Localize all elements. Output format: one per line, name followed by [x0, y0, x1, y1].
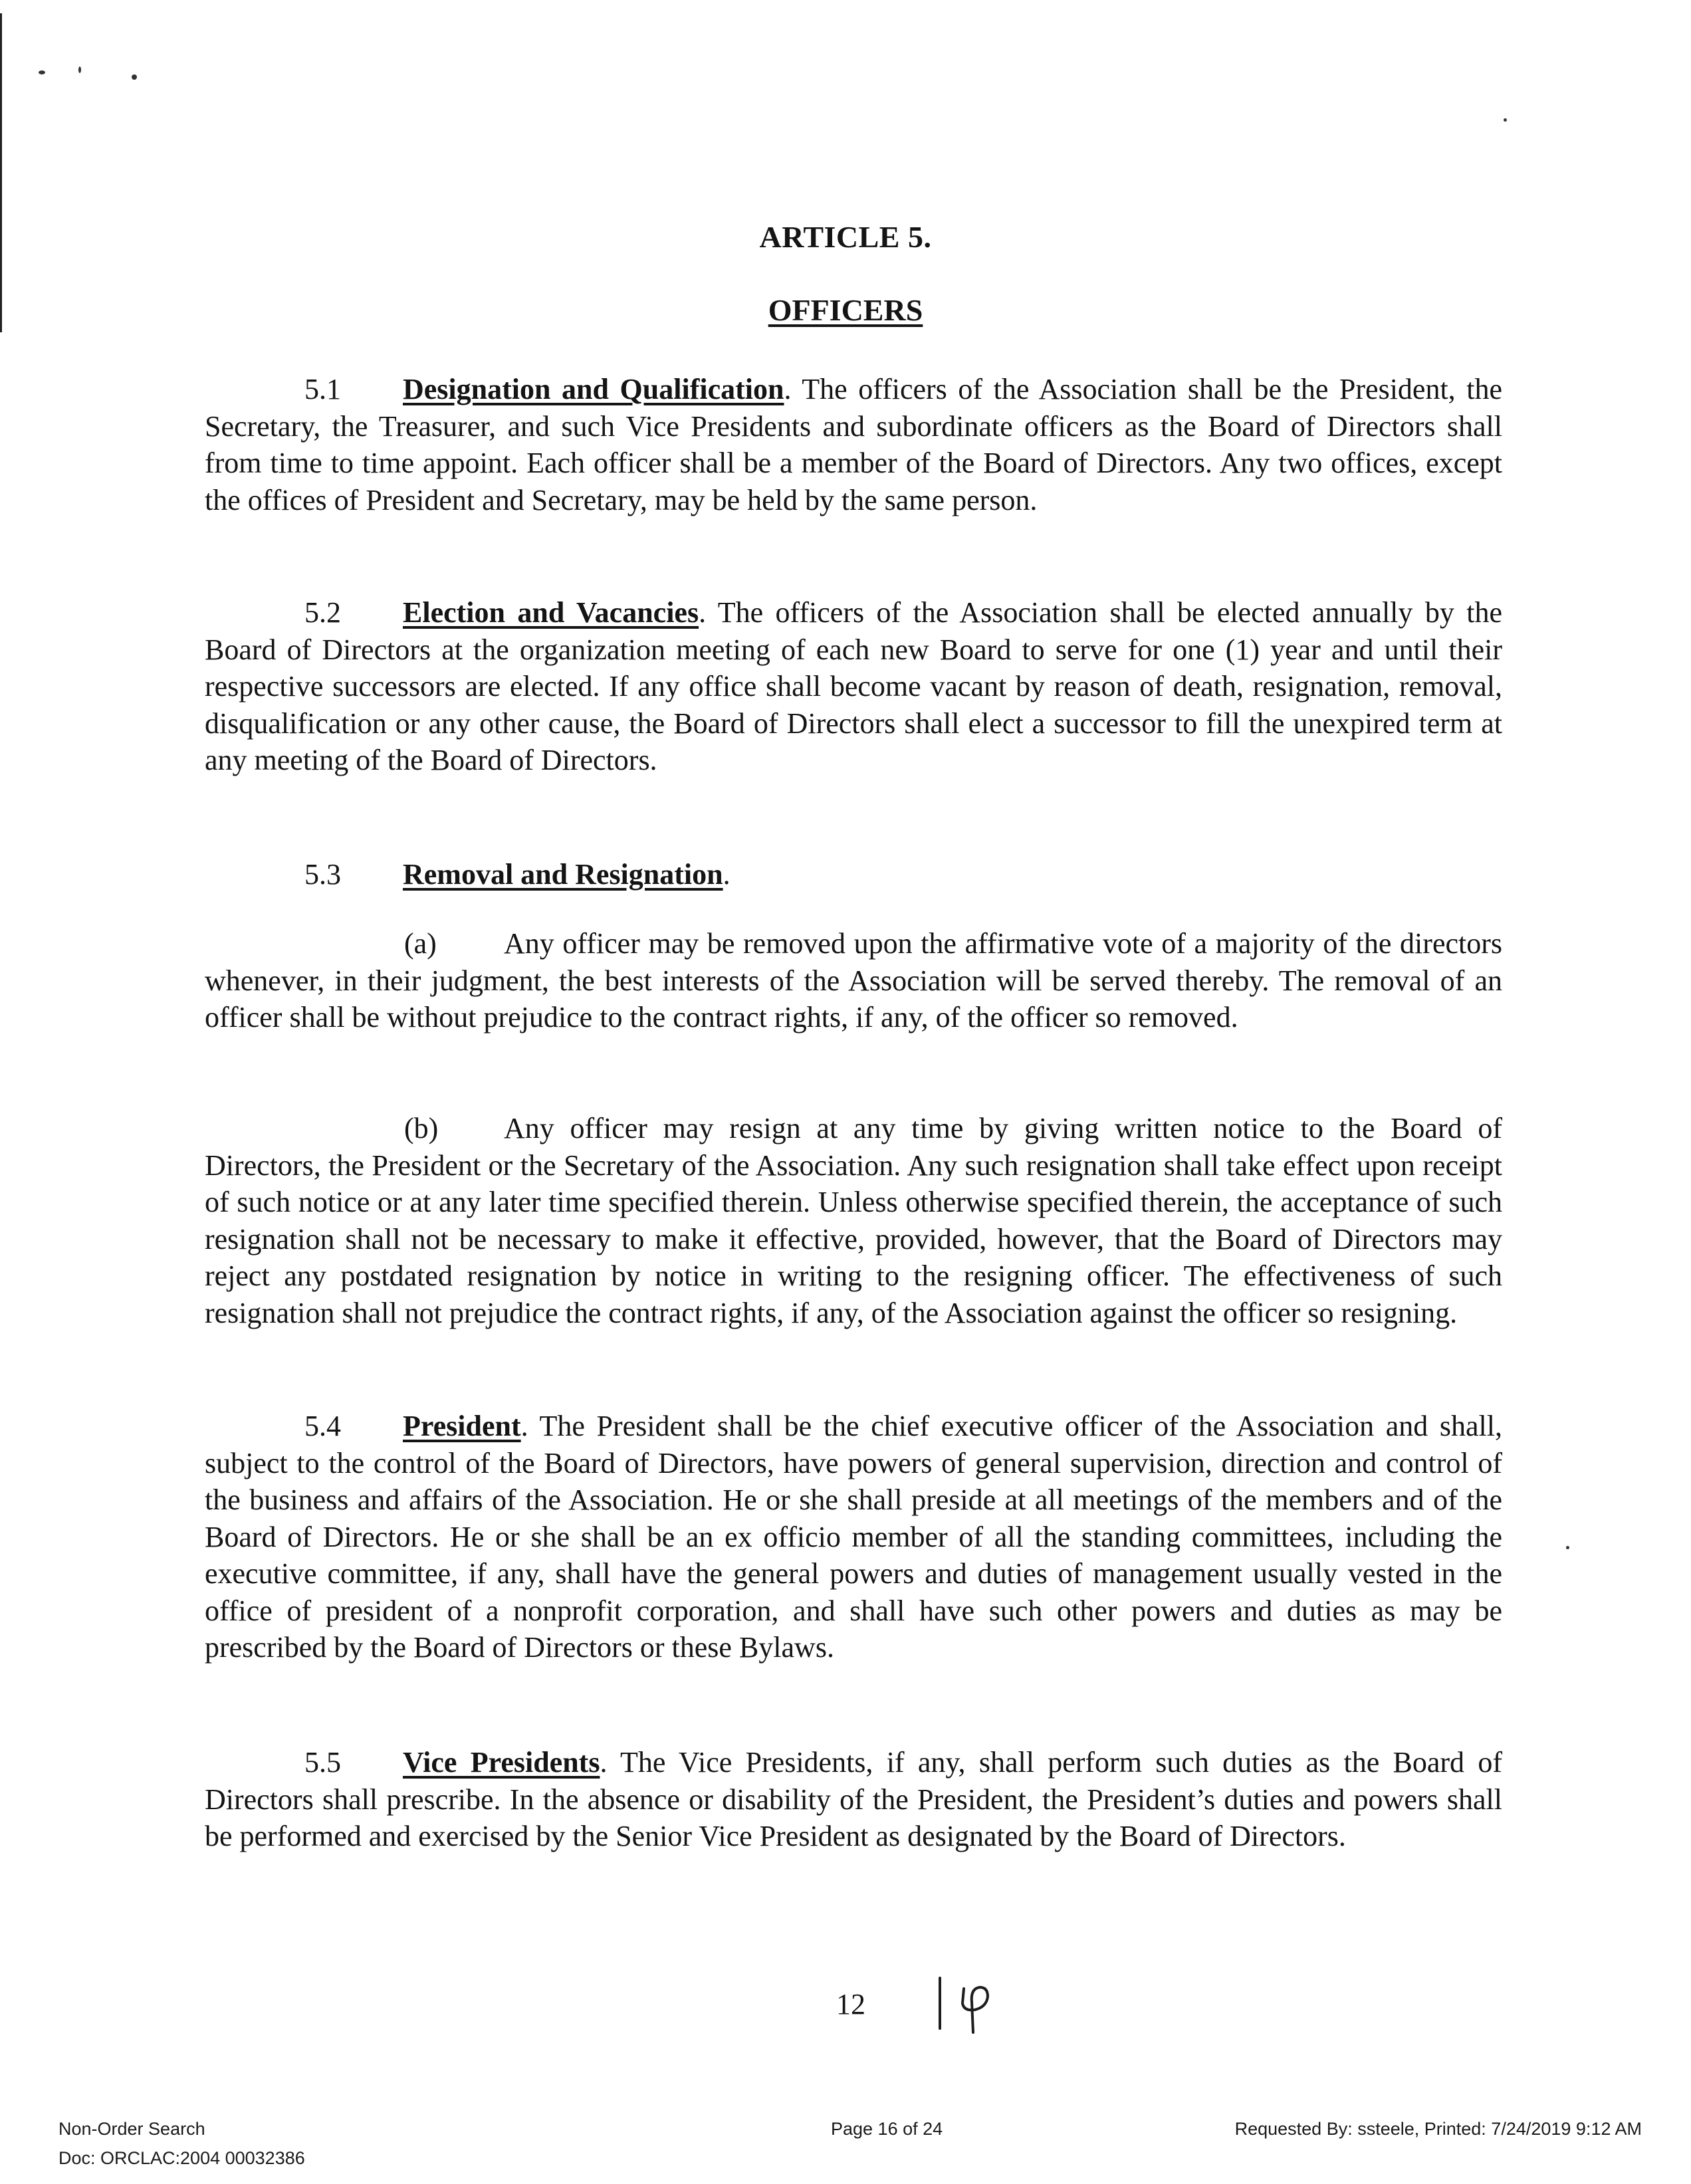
- section-text: . The President shall be the chief executive officer of the Association and shall, subject to the control of the Board of Directors, have powers of general supervision, direction and control of the business and affairs of the Association. He or she shall preside at all meetings of the members and of the Board of Directors. He or she shall be an ex officio member of all the standing committees, including the executive committee, if any, shall have the general powers and duties of management usually vested in the office of president of a nonprofit corporation, and shall have such other powers and duties as may be prescribed by the Board of Directors or these Bylaws.: [205, 1410, 1502, 1664]
- subsection-label: (a): [404, 927, 437, 960]
- scan-speck: [39, 70, 45, 74]
- footer-doc-id: Doc: ORCLAC:2004 00032386: [58, 2148, 305, 2168]
- section-caption: President: [403, 1410, 521, 1442]
- subsection-b: [205, 1110, 1502, 1331]
- subsection-text: Any officer may be removed upon the affirmative vote of a majority of the directors whenever, in their judgment, the best interests of the Association will be served thereby. The removal of an officer shall be without prejudice to the contract rights, if any, of the officer so removed.: [205, 927, 1502, 1034]
- article-title: ARTICLE 5.: [759, 220, 932, 254]
- subsection-label: (b): [404, 1112, 439, 1145]
- section-text: . The officers of the Association shall be elected annually by the Board of Directors at the organization meeting of each new Board to serve for one (1) year and until their respective successors are elected. If any office shall become vacant by reason of death, resignation, removal, disqualification or any other cause, the Board of Directors shall elect a successor to fill the unexpired term at any meeting of the Board of Directors.: [205, 596, 1502, 776]
- subsection-a: [205, 925, 1502, 1036]
- section-caption: Election and Vacancies: [403, 596, 699, 629]
- section-number: 5.1: [304, 373, 341, 405]
- section-number: 5.2: [304, 596, 341, 629]
- article-subject: OFFICERS: [768, 293, 923, 327]
- scan-speck: [1566, 1546, 1569, 1549]
- subsection-text: Any officer may resign at any time by giving written notice to the Board of Directors, the President or the Secretary of the Association. Any such resignation shall take effect upon receipt of such notice or at any later time specified therein. Unless otherwise specified therein, the acceptance of such resignation shall not be necessary to make it effective, provided, however, that the Board of Directors may reject any postdated resignation by notice in writing to the resigning officer. The effectiveness of such resignation shall not prejudice the contract rights, if any, of the Association against the officer so resigning.: [205, 1112, 1502, 1329]
- page-number: 12: [836, 1988, 865, 2020]
- footer-requested-by: Requested By: ssteele, Printed: 7/24/2019 9:12 AM: [1234, 2119, 1642, 2139]
- footer-page-count: Page 16 of 24: [831, 2119, 943, 2139]
- scan-edge-line: [0, 13, 2, 332]
- section-number: 5.4: [304, 1410, 341, 1442]
- section-caption: Vice Presidents: [403, 1746, 600, 1779]
- section-text: . The Vice Presidents, if any, shall perform such duties as the Board of Directors shall prescribe. In the absence or disability of the President, the President’s duties and powers shall be performed and exercised by the Senior Vice President as designated by the Board of Directors.: [205, 1746, 1502, 1852]
- section-5-1: [205, 371, 1502, 518]
- section-caption: Removal and Resignation: [403, 858, 723, 891]
- section-5-4: [205, 1408, 1502, 1666]
- section-caption: Designation and Qualification: [403, 373, 784, 405]
- section-5-5: [205, 1744, 1502, 1855]
- section-text: .: [723, 858, 731, 891]
- section-5-3: [205, 856, 1502, 893]
- section-number: 5.5: [304, 1746, 341, 1779]
- handwritten-page-number: [931, 1969, 1010, 2035]
- section-text: . The officers of the Association shall be the President, the Secretary, the Treasurer, and such Vice Presidents and subordinate officers as the Board of Directors shall from time to time appoint. Each officer shall be a member of the Board of Directors. Any two offices, except the offices of President and Secretary, may be held by the same person.: [205, 373, 1503, 516]
- section-5-2: [205, 594, 1502, 779]
- scan-speck: [1504, 118, 1507, 122]
- scan-speck: [78, 66, 81, 73]
- scan-speck: [132, 74, 137, 80]
- section-number: 5.3: [304, 858, 341, 891]
- footer-search-type: Non-Order Search: [58, 2119, 205, 2139]
